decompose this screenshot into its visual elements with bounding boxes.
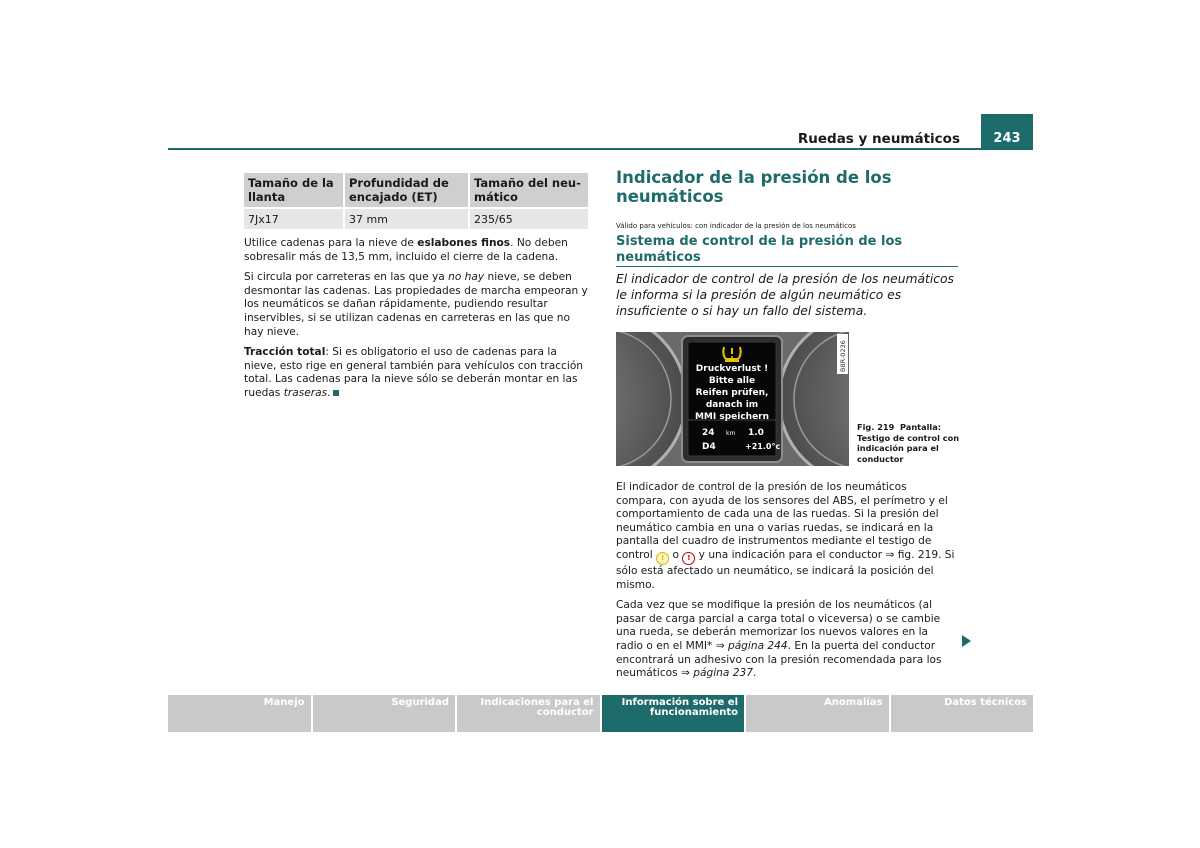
yellow-tire-warning-icon: ! xyxy=(656,552,669,565)
sub-heading-rule xyxy=(616,266,958,267)
page-number: 243 xyxy=(981,114,1033,149)
table-header-row xyxy=(244,173,588,208)
section-title: Ruedas y neumáticos xyxy=(797,131,960,147)
instrument-cluster-figure xyxy=(616,332,849,466)
text: : Si es obligatorio el uso de cadenas para la nieve, esto rige en general también para vehículos con tracción total. Las cadenas para la nieve sólo se deberán montar en las ruedas xyxy=(244,346,584,399)
paragraph xyxy=(616,481,958,592)
text: El indicador de control de la presión de los neumáticos compara, con ayuda de los sensores del ABS, el perímetro y el comportamiento de cada una de las ruedas. Si la presión del neumático cambia en una o varias ruedas, se indicará en la pantalla del cuadro de instrumentos mediante el testigo de control xyxy=(616,481,948,561)
italic-text: no hay xyxy=(448,271,485,284)
km-unit: km xyxy=(726,430,736,437)
text: Utilice cadenas para la nieve de xyxy=(244,237,418,249)
continue-arrow-icon[interactable] xyxy=(962,635,971,647)
rim-table xyxy=(244,173,588,229)
table-header-cell: Tamaño de la llanta xyxy=(244,173,344,208)
text: . xyxy=(327,386,331,399)
cluster-illustration xyxy=(616,332,849,466)
table-cell: 7Jx17 xyxy=(244,208,344,229)
temperature-readout: +21.0°c xyxy=(745,442,781,451)
trip-value: 1.0 xyxy=(748,428,764,438)
display-line: danach im xyxy=(705,400,759,410)
sub-heading: Sistema de control de la presión de los neumáticos xyxy=(616,234,903,265)
tab-anomalias[interactable]: Anomalías xyxy=(746,695,889,732)
display-line: MMI speichern xyxy=(694,412,770,422)
text: y una indicación para el conductor ⇒ fig. 219. Si sólo está afectado un neumático, se indicará la posición del mismo. xyxy=(616,548,955,591)
display-line: Reifen prüfen, xyxy=(695,388,769,398)
text: . En la puerta del conductor encontrará un adhesivo con la presión recomendada para los neumáticos ⇒ xyxy=(616,639,942,680)
main-heading: Indicador de la presión de los neumáticos xyxy=(616,168,892,206)
table-cell: 235/65 xyxy=(469,208,588,229)
tab-informacion-funcionamiento[interactable]: Información sobre el funcionamiento xyxy=(602,695,745,732)
page-reference-link[interactable]: página 237 xyxy=(693,667,753,680)
italic-text: traseras xyxy=(283,386,328,399)
text: . xyxy=(752,667,757,680)
red-tire-warning-icon: ! xyxy=(682,552,695,565)
validity-note: Válido para vehículos: con indicador de la presión de los neumáticos xyxy=(616,222,856,230)
figure-caption xyxy=(857,422,967,464)
end-of-section-marker xyxy=(333,390,339,396)
gear-indicator: D4 xyxy=(702,442,716,452)
intro-text: El indicador de control de la presión de los neumáticos le informa si la presión de algún neumático es insuficiente o si hay un fallo del sistema. xyxy=(616,272,954,318)
tab-indicaciones[interactable]: Indicaciones para el conductor xyxy=(457,695,600,732)
text: Si circula por carreteras en las que ya xyxy=(244,271,449,284)
bold-text: eslabones finos xyxy=(417,237,511,249)
tab-seguridad[interactable]: Seguridad xyxy=(313,695,456,732)
chapter-tabs xyxy=(168,695,1033,732)
table-header-cell: Tamaño del neu-mático xyxy=(469,173,588,208)
text: Cada vez que se modifique la presión de los neumáticos (al pasar de carga parcial a carga total o viceversa) o se cambie una rueda, se deberán memorizar los nuevos valores en la radio o en el MMI* ⇒ xyxy=(616,599,941,652)
figure-code: B8R-0236 xyxy=(839,340,847,372)
tab-manejo[interactable]: Manejo xyxy=(168,695,311,732)
paragraph xyxy=(616,599,958,681)
left-column-text xyxy=(244,237,590,408)
table-cell: 37 mm xyxy=(344,208,469,229)
text: o xyxy=(669,548,683,561)
right-column-text xyxy=(616,481,958,688)
km-value: 24 xyxy=(702,428,715,438)
display-line: Bitte alle xyxy=(708,376,756,386)
display-line: Druckverlust ! xyxy=(695,364,769,374)
table-row xyxy=(244,208,588,229)
paragraph xyxy=(244,346,590,400)
bold-text: Tracción total xyxy=(244,346,326,359)
paragraph xyxy=(244,237,590,264)
page-reference-link[interactable]: página 244 xyxy=(727,639,788,652)
figure-number: Fig. 219 xyxy=(857,422,895,432)
figure-caption-text: Pantalla: Testigo de control con indicación para el conductor xyxy=(857,422,960,464)
text: nieve, se deben desmontar las cadenas. Las propiedades de marcha empeoran y los neumáticos se dañan rápidamente, pudiendo resultar inservibles, si se utilizan cadenas en carreteras en las que no hay nieve. xyxy=(244,271,588,338)
table-header-cell: Profundidad de encajado (ET) xyxy=(344,173,469,208)
header-rule xyxy=(168,148,1033,150)
text: . No deben sobresalir más de 13,5 mm, incluido el cierre de la cadena. xyxy=(244,237,568,263)
paragraph xyxy=(244,271,590,339)
tab-datos-tecnicos[interactable]: Datos técnicos xyxy=(891,695,1034,732)
